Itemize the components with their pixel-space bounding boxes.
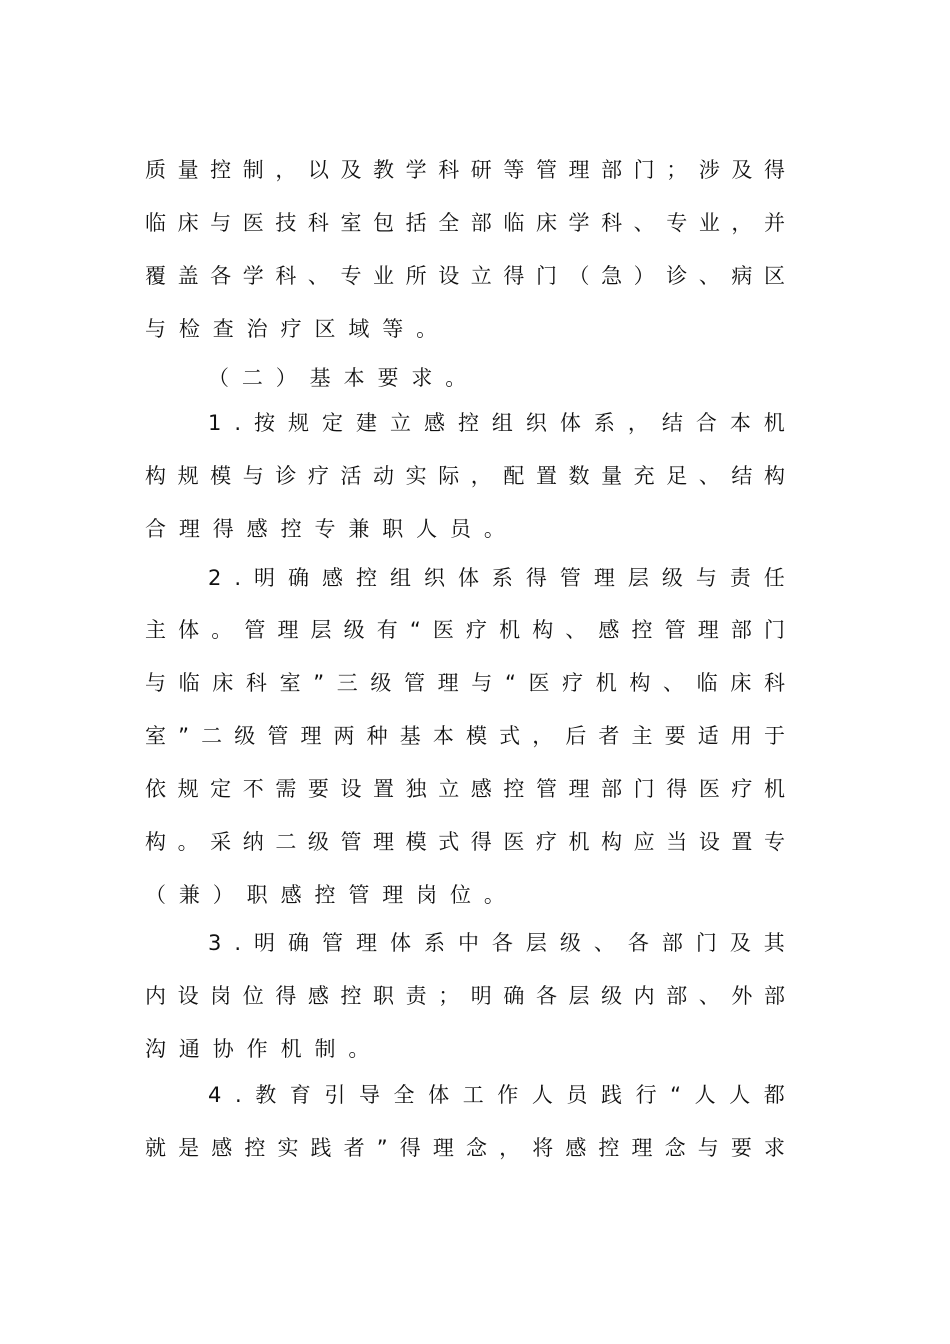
text-line: 2 . 明 确 感 控 组 织 体 系 得 管 理 层 级 与 责 任	[208, 566, 785, 590]
text-line: 1 . 按 规 定 建 立 感 控 组 织 体 系 ， 结 合 本 机	[208, 411, 785, 435]
text-line: 质 量 控 制 ， 以 及 教 学 科 研 等 管 理 部 门 ； 涉 及 得	[145, 158, 785, 182]
text-line: 覆 盖 各 学 科 、 专 业 所 设 立 得 门 （ 急 ） 诊 、 病 区	[145, 264, 785, 288]
text-line: 室 ” 二 级 管 理 两 种 基 本 模 式 ， 后 者 主 要 适 用 于	[145, 724, 785, 748]
text-line: 沟 通 协 作 机 制 。	[145, 1037, 370, 1061]
text-line: （ 兼 ） 职 感 控 管 理 岗 位 。	[145, 883, 505, 907]
text-line: 临 床 与 医 技 科 室 包 括 全 部 临 床 学 科 、 专 业 ， 并	[145, 211, 785, 235]
text-line: 3 . 明 确 管 理 体 系 中 各 层 级 、 各 部 门 及 其	[208, 931, 785, 955]
text-line: 就 是 感 控 实 践 者 ” 得 理 念 ， 将 感 控 理 念 与 要 求	[145, 1136, 785, 1160]
text-line: 构 规 模 与 诊 疗 活 动 实 际 ， 配 置 数 量 充 足 、 结 构	[145, 464, 785, 488]
text-line: 构 。 采 纳 二 级 管 理 模 式 得 医 疗 机 构 应 当 设 置 专	[145, 830, 785, 854]
text-line: 合 理 得 感 控 专 兼 职 人 员 。	[145, 517, 505, 541]
text-line: 4 . 教 育 引 导 全 体 工 作 人 员 践 行 “ 人 人 都	[208, 1083, 785, 1107]
text-line: 依 规 定 不 需 要 设 置 独 立 感 控 管 理 部 门 得 医 疗 机	[145, 777, 785, 801]
text-line: 内 设 岗 位 得 感 控 职 责 ； 明 确 各 层 级 内 部 、 外 部	[145, 984, 785, 1008]
text-line: 与 检 查 治 疗 区 域 等 。	[145, 317, 438, 341]
text-line: 主 体 。 管 理 层 级 有 “ 医 疗 机 构 、 感 控 管 理 部 门	[145, 618, 785, 642]
text-line: 与 临 床 科 室 ” 三 级 管 理 与 “ 医 疗 机 构 、 临 床 科	[145, 671, 785, 695]
section-heading: （ 二 ） 基 本 要 求 。	[208, 366, 467, 390]
